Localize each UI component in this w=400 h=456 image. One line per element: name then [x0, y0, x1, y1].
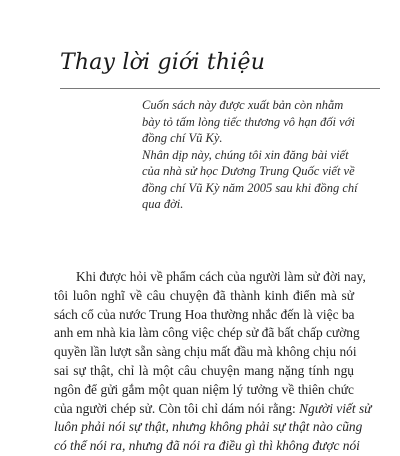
preface-note [142, 97, 386, 213]
body-line: anh em nhà kia làm công việc chép sử đã bất chấp cường [54, 325, 360, 341]
body-paragraph [54, 268, 372, 456]
body-line-text: của người chép sử. Còn tôi chỉ dám nói rằng: [54, 400, 296, 416]
body-line: Khi được hỏi về phẩm cách của người làm sử đời nay, [76, 269, 366, 284]
title-divider [60, 88, 380, 89]
preface-line: đồng chí Vũ Kỳ năm 2005 sau khi đồng chí [142, 180, 358, 195]
italic-line: luôn phải nói sự thật, nhưng không phải sự thật nào cũng [54, 419, 363, 435]
preface-line: qua đời. [142, 197, 184, 211]
italic-line: có thể nói ra, nhưng đã nói ra điều gì thì không được nói [54, 438, 360, 454]
italic-phrase: Người viết sử [299, 400, 372, 416]
chapter-title: Thay lời giới thiệu [60, 50, 266, 75]
preface-line: đồng chí Vũ Kỳ. [142, 131, 223, 145]
preface-line: Nhân dịp này, chúng tôi xin đăng bài viết [142, 147, 349, 162]
preface-line: bày tỏ tấm lòng tiếc thương vô hạn đối với [142, 114, 355, 129]
body-line: sai sự thật, chỉ là một câu chuyện mang nặng tính ngụ [54, 362, 354, 378]
body-line: tôi luôn nghĩ về câu chuyện đã thành kinh điển mà sử [54, 287, 354, 303]
body-line-with-italic [54, 400, 372, 419]
body-line: ngôn để gửi gắm một quan niệm lý tưởng về thiên chức [54, 381, 354, 397]
preface-line: Cuốn sách này được xuất bản còn nhằm [142, 98, 344, 112]
body-line [54, 418, 363, 437]
body-line [54, 437, 360, 456]
preface-line: của nhà sử học Dương Trung Quốc viết về [142, 164, 355, 178]
body-line: sách cổ của nước Trung Hoa thường nhắc đến là việc ba [54, 306, 355, 322]
body-line: quyền lần lượt sẵn sàng chịu mất đầu mà không chịu nói [54, 344, 357, 360]
